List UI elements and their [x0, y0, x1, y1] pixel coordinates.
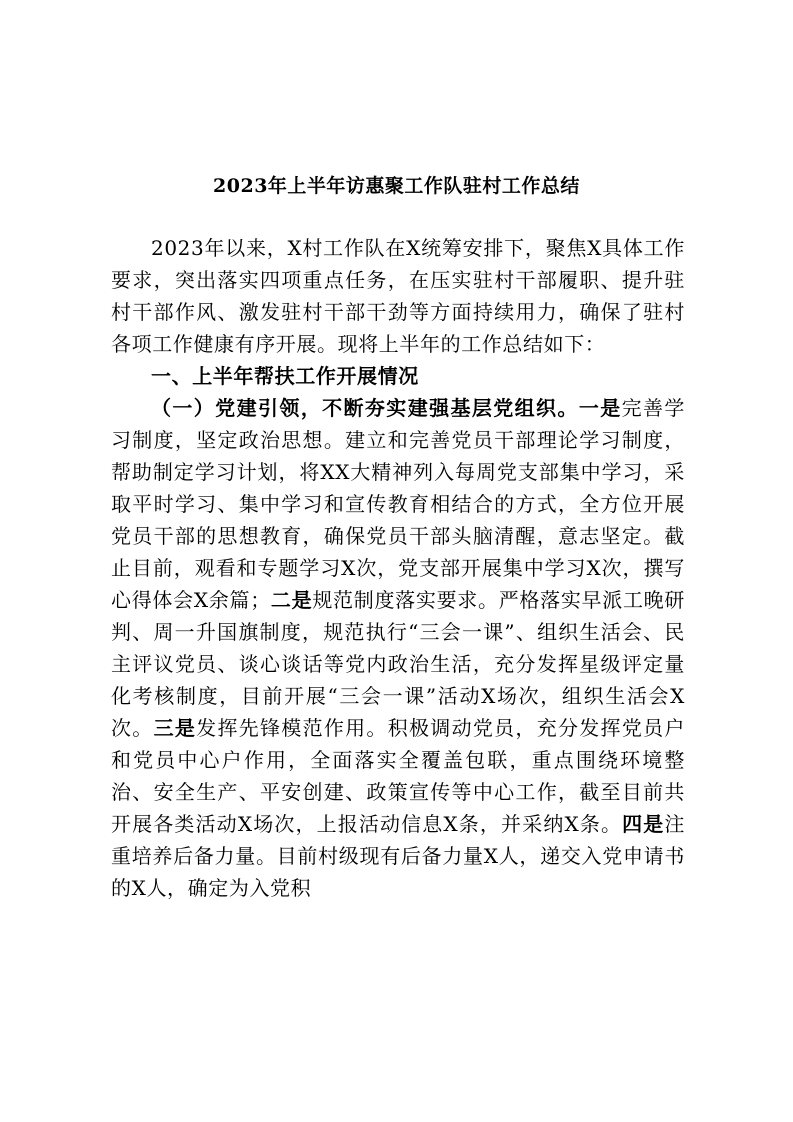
item-label: 四是 [622, 812, 665, 836]
item-text: 发挥先锋模范作用。积极调动党员，充分发挥党员户和党员中心户作用，全面落实全覆盖包联，重点围绕环境整治、安全生产、平安创建、政策宣传等中心工作，截至目前共开展各类活动X场次，上报活动信息X条，并采纳X条。 [111, 716, 686, 836]
document-body [111, 232, 685, 904]
document-title: 2023年上半年访惠聚工作队驻村工作总结 [213, 175, 580, 197]
item-text: 完善学习制度，坚定政治思想。建立和完善党员干部理论学习制度，帮助制定学习计划，将XX大精神列入每周党支部集中学习，采取平时学习、集中学习和宣传教育相结合的方式，全方位开展党员干部的思想教育，确保党员干部头脑清醒，意志坚定。截止目前，观看和专题学习X次，党支部开展集中学习X次，撰写心得体会X余篇； [111, 396, 686, 612]
intro-paragraph: 2023年以来，X村工作队在X统筹安排下，聚焦X具体工作要求，突出落实四项重点任务，在压实驻村干部履职、提升驻村干部作风、激发驻村干部干劲等方面持续用力，确保了驻村各项工作健康有序开展。现将上半年的工作总结如下： [111, 236, 685, 356]
item-label: 二是 [270, 588, 313, 612]
item-text: 注重培养后备力量。目前村级现有后备力量X人，递交入党申请书的X人，确定为入党积 [111, 812, 686, 900]
item-label: 一是 [578, 396, 622, 420]
subsection-paragraph [111, 392, 685, 904]
item-label: 三是 [153, 716, 197, 740]
subsection-heading: （一）党建引领，不断夯实建强基层党组织。 [151, 396, 579, 420]
item-text: 规范制度落实要求。严格落实早派工晚研判、周一升国旗制度，规范执行“三会一课”、组织生活会、民主评议党员、谈心谈话等党内政治生活，充分发挥星级评定量化考核制度，目前开展“三会一课”活动X场次，组织生活会X次。 [111, 588, 685, 740]
section-heading: 一、上半年帮扶工作开展情况 [151, 364, 419, 388]
